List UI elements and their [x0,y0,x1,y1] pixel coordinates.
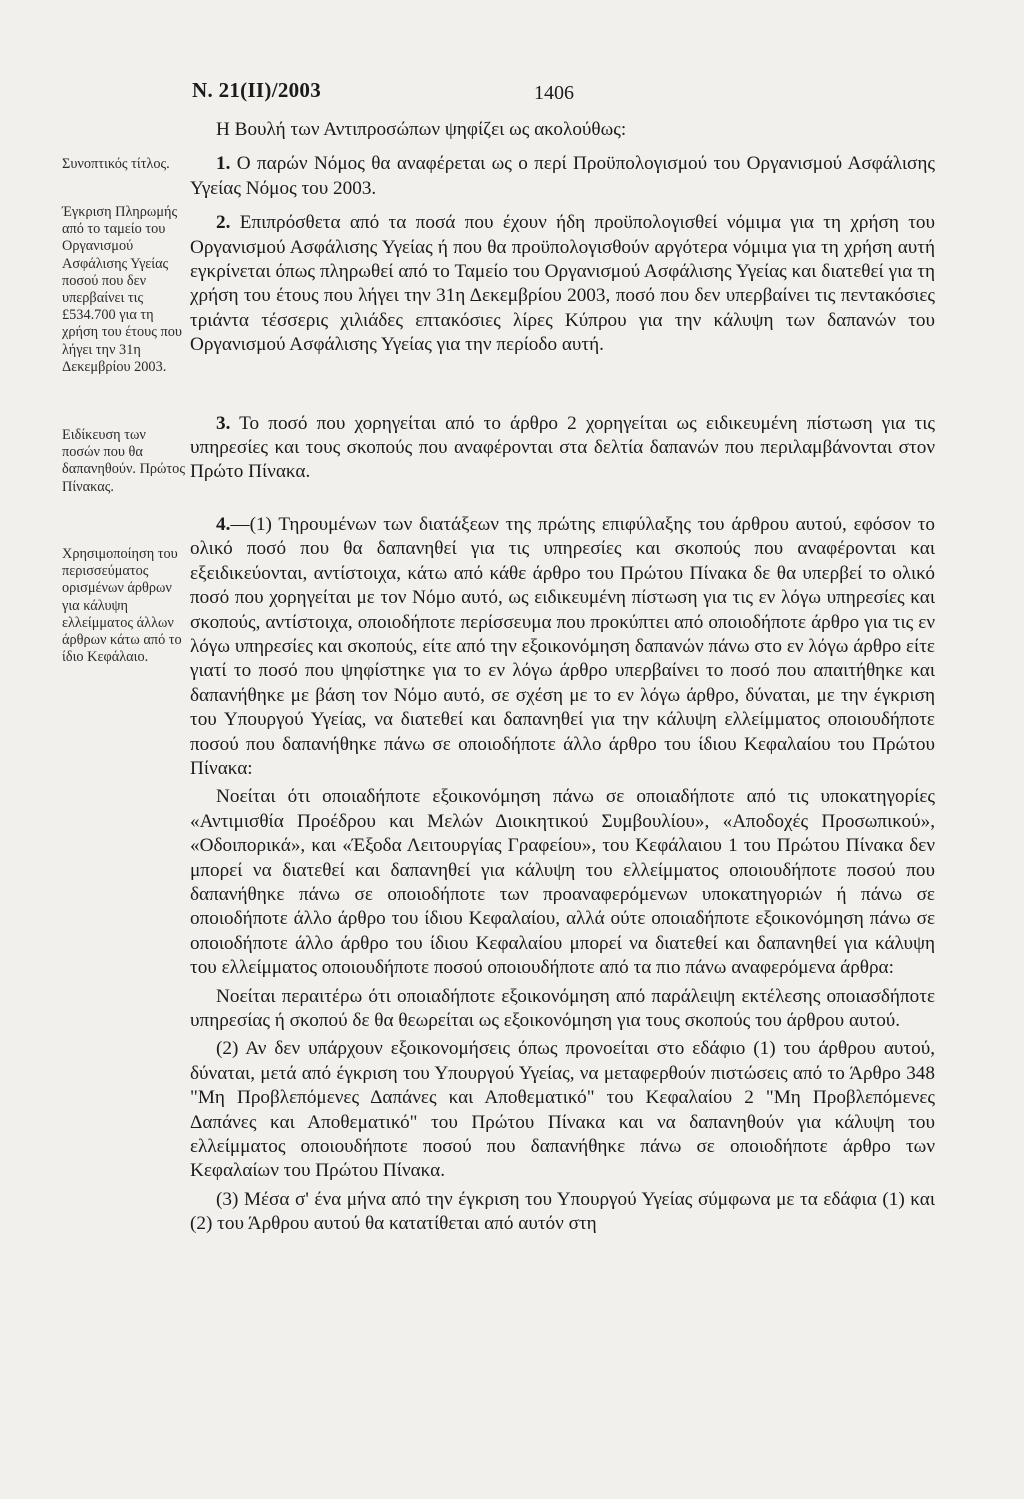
section-1-number: 1. [216,153,231,175]
page-header [192,78,612,108]
margin-note-short-title: Συνοπτικός τίτλος. [62,156,170,172]
section-4-number: 4. [216,513,231,535]
section-2-text: Επιπρόσθετα από τα ποσά που έχουν ήδη προϋπολογισθεί νόμιμα για τη χρήση του Οργανισμού Ασφάλισης Υγείας ή που θα προϋπολογισθούν αργότερα νόμιμα για τη χρήση αυτή εγκρίνεται όπως πληρωθεί από το Ταμείο του Οργανισμού Ασφάλισης Υγείας και διατεθεί για τη χρήση του έτους που λήγει την 31η Δεκεμβρίου 2003, ποσό που δεν υπερβαίνει τις πεντακόσιες τριάντα τέσσερις χιλιάδες επτακόσιες λίρες Κύπρου για την κάλυψη των δαπανών του Οργανισμού Ασφάλισης Υγείας για την περίοδο αυτή. [190,212,936,356]
section-3 [190,412,935,485]
section-3-number: 3. [216,412,231,434]
section-4-subsection-1-text: —(1) Τηρουμένων των διατάξεων της πρώτης επιφύλαξης του άρθρου αυτού, εφόσον το ολικό ποσό που θα δαπανηθεί για τις υπηρεσίες και σκοπούς που αναφέρονται και εξειδικεύονται, αντίστοιχα, κάτω από κάθε άρθρο του Πρώτου Πίνακα δε θα υπερβεί το ολικό ποσό που χορηγείται με τον Νόμο αυτό, ως ειδικευμένη πίστωση για τις εν λόγω υπηρεσίες και σκοπούς, αντίστοιχα, οποιοδήποτε περίσσευμα που προκύπτει από οποιοδήποτε άρθρο για τις εν λόγω υπηρεσίες και σκοπούς, είτε από την εξοικονόμηση δαπανών πάνω στο εν λόγω άρθρο είτε γιατί το ποσό που ψηφίστηκε για το εν λόγω άρθρο υπερβαίνει το ποσό που απαιτήθηκε και δαπανήθηκε με βάση τον Νόμο αυτό, σε σχέση με το εν λόγω άρθρο, δύναται, με την έγκριση του Υπουργού Υγείας, να διατεθεί και δαπανηθεί για την κάλυψη ελλείμματος οποιουδήποτε ποσού που δαπανήθηκε πάνω σε οποιοδήποτε άλλο άρθρο του ίδιου Κεφαλαίου του Πρώτου Πίνακα: [190,513,935,779]
section-4-subsection-1 [190,513,935,781]
section-2 [190,211,935,357]
margin-note-payment-approval: Έγκριση Πληρωμής από το ταμείο του Οργανισμού Ασφάλισης Υγείας ποσού που δεν υπερβαίνει τις £534.700 για τη χρήση του έτους που λήγει την 31η Δεκεμβρίου 2003. [62,204,182,375]
law-body [190,118,935,1237]
section-2-number: 2. [216,212,231,234]
section-4-subsection-2: (2) Αν δεν υπάρχουν εξοικονομήσεις όπως προνοείται στο εδάφιο (1) του άρθρου αυτού, δύναται, μετά από έγκριση του Υπουργού Υγείας, να μεταφερθούν πιστώσεις από το Άρθρο 348 "Μη Προβλεπόμενες Δαπάνες και Αποθεματικό" του Κεφαλαίου 2 "Μη Προβλεπόμενες Δαπάνες και Αποθεματικό" του Πρώτου Πίνακα και να δαπανηθούν για κάλυψη του ελλείμματος οποιουδήποτε ποσού που δαπανήθηκε πάνω σε οποιοδήποτε άρθρο των Κεφαλαίων του Πρώτου Πίνακα. [190,1038,935,1182]
page-number: 1406 [534,82,574,104]
margin-note-specification: Ειδίκευση των ποσών που θα δαπανηθούν. Πρώτος Πίνακας. [62,427,185,495]
enactment-formula: Η Βουλή των Αντιπροσώπων ψηφίζει ως ακολούθως: [216,119,627,140]
section-4-subsection-3: (3) Μέσα σ' ένα μήνα από την έγκριση του Υπουργού Υγείας σύμφωνα με τα εδάφια (1) και (2) του Άρθρου αυτού θα κατατίθεται από αυτόν στη [190,1188,935,1235]
section-3-text: Το ποσό που χορηγείται από το άρθρο 2 χορηγείται ως ειδικευμένη πίστωση για τις υπηρεσίες και τους σκοπούς που αναφέρονται στα δελτία δαπανών που περιλαμβάνονται στον Πρώτο Πίνακα. [190,412,935,483]
law-number: Ν. 21(ΙΙ)/2003 [192,78,322,102]
margin-note-surplus-use: Χρησιμοποίηση του περισσεύματος ορισμένων άρθρων για κάλυψη ελλείμματος άλλων άρθρων κάτω από το ίδιο Κεφάλαιο. [62,546,182,666]
section-1 [190,152,935,201]
section-4-proviso-2: Νοείται περαιτέρω ότι οποιαδήποτε εξοικονόμηση από παράλειψη εκτέλεσης οποιασδήποτε υπηρεσίας ή σκοπού δε θα θεωρείται ως εξοικονόμηση για τους σκοπούς του άρθρου αυτού. [190,985,935,1031]
section-1-text: Ο παρών Νόμος θα αναφέρεται ως ο περί Προϋπολογισμού του Οργανισμού Ασφάλισης Υγείας Νόμος του 2003. [190,153,935,199]
section-4-proviso-1: Νοείται ότι οποιαδήποτε εξοικονόμηση πάνω σε οποιαδήποτε από τις υποκατηγορίες «Αντιμισθία Προέδρου και Μελών Διοικητικού Συμβουλίου», «Αποδοχές Προσωπικού», «Οδοιπορικά», και «Έξοδα Λειτουργίας Γραφείου», του Κεφάλαιου 1 του Πρώτου Πίνακα δεν μπορεί να διατεθεί και δαπανηθεί για κάλυψη του ελλείμματος οποιουδήποτε ποσού που δαπανήθηκε πάνω σε οποιοδήποτε των προαναφερόμενων υποκατηγοριών ή πάνω σε οποιοδήποτε άλλο άρθρο του ίδιου Κεφαλαίου, αλλά ούτε οποιαδήποτε εξοικονόμηση πάνω σε οποιοδήποτε άλλο άρθρο του ίδιου Κεφαλαίου μπορεί να διατεθεί και δαπανηθεί για κάλυψη του ελλείμματος οποιουδήποτε ποσού οποιουδήποτε από τα πιο πάνω αναφερόμενα άρθρα: [190,786,935,979]
